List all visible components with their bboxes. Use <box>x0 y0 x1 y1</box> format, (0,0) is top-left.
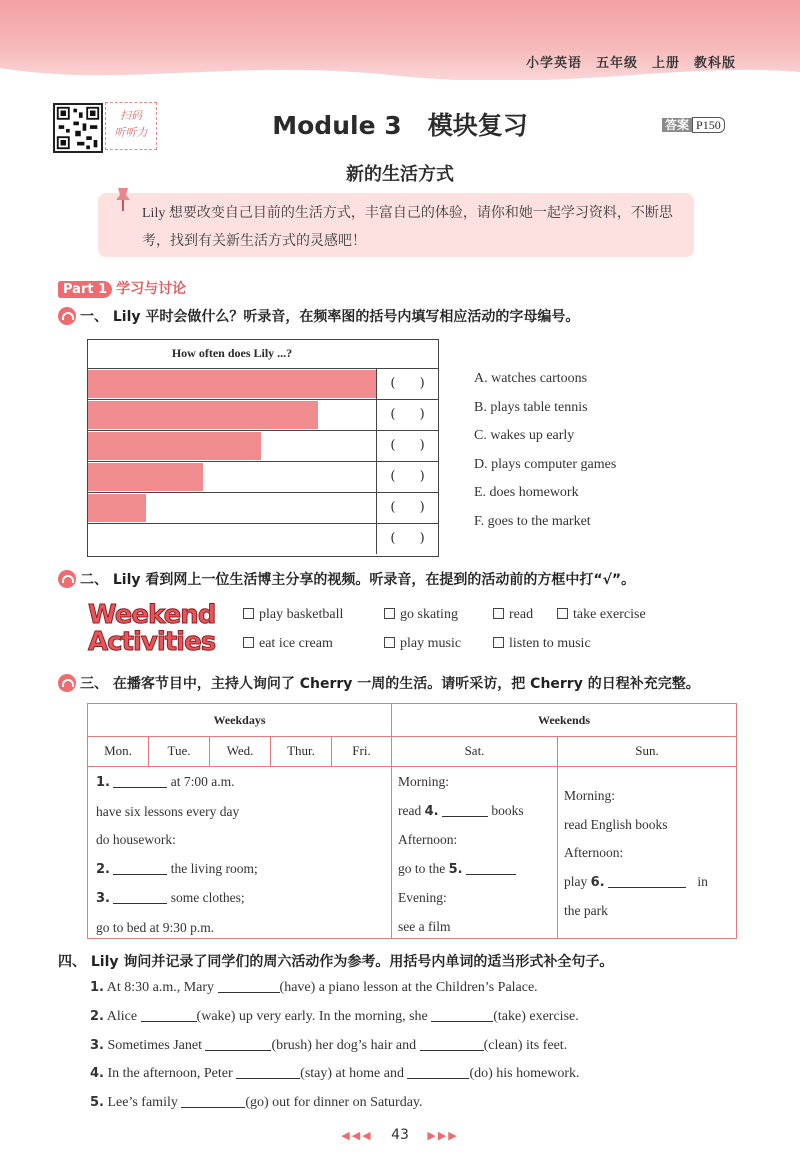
wd-text: at 7:00 a.m. <box>170 774 235 789</box>
answer-page: P150 <box>692 117 725 133</box>
chart-row <box>88 399 438 430</box>
chart-bar <box>88 401 318 429</box>
answer-paren-2[interactable]: ( ) <box>376 400 438 430</box>
book-edition: 教科版 <box>693 56 736 71</box>
page-footer <box>0 1127 800 1143</box>
wd-line-4 <box>96 855 386 885</box>
divider <box>557 736 558 938</box>
wd-text: the living room; <box>170 860 258 876</box>
checkbox[interactable] <box>493 637 504 648</box>
sat-text: go to the <box>398 860 446 876</box>
sat-film: see a film <box>398 918 451 934</box>
answer-blank[interactable] <box>205 1037 271 1051</box>
sentence-number: 1. <box>90 980 104 995</box>
chart-title: How often does Lily ...? <box>171 346 293 360</box>
sentence-text: (have) a piano lesson at the Children’s Palace. <box>279 980 538 995</box>
blank-number: 1. <box>96 775 110 790</box>
sun-text: in <box>697 873 708 889</box>
option-a: A. watches cartoons <box>474 371 588 386</box>
chart-row <box>88 523 438 554</box>
answer-paren-6[interactable]: ( ) <box>376 524 438 554</box>
checkbox-label: read <box>509 607 534 622</box>
answer-blank-6[interactable] <box>608 874 686 888</box>
checkbox-play-music[interactable] <box>384 636 461 652</box>
day-tue: Tue. <box>167 743 191 758</box>
sat-go-line <box>398 855 556 885</box>
option-b: B. plays table tennis <box>474 399 588 415</box>
checkbox[interactable] <box>243 637 254 648</box>
intro-box <box>98 193 694 257</box>
option-f: F. goes to the market <box>474 513 591 529</box>
headphones-icon[interactable] <box>58 674 76 692</box>
sentence-text: (brush) her dog’s hair and <box>271 1038 417 1053</box>
option-e: E. does homework <box>474 485 579 500</box>
checkbox-go-skating[interactable] <box>384 607 458 623</box>
checkbox-label: play basketball <box>259 607 344 622</box>
sentence-text: (stay) at home and <box>300 1066 404 1081</box>
blank-number: 3. <box>96 891 110 906</box>
q1-instruction <box>58 306 579 326</box>
checkbox-play-basketball[interactable] <box>243 607 343 623</box>
answer-paren-1[interactable]: ( ) <box>376 369 438 399</box>
sentence-2 <box>90 1008 579 1025</box>
answer-blank[interactable] <box>141 1008 197 1022</box>
answer-blank-5[interactable] <box>466 861 516 875</box>
wd-text: some clothes; <box>170 890 245 905</box>
intro-text: Lily 想要改变自己目前的生活方式，丰富自己的体验，请你和她一起学习资料，不断思考，找到有关新生活方式的灵感吧！ <box>142 206 673 249</box>
checkbox-label: eat ice cream <box>259 636 333 651</box>
weekends-header: Weekends <box>392 704 736 736</box>
answer-blank-4[interactable] <box>442 803 488 817</box>
checkbox[interactable] <box>557 608 568 619</box>
part1-heading <box>58 278 186 298</box>
q4-instruction <box>58 951 613 971</box>
chart-row <box>88 461 438 492</box>
divider <box>88 766 736 767</box>
checkbox-label: play music <box>400 636 462 651</box>
wd-line-2: have six lessons every day <box>96 803 240 819</box>
sat-text: read <box>398 802 422 818</box>
answer-blank[interactable] <box>431 1008 493 1022</box>
checkbox[interactable] <box>384 637 395 648</box>
sun-read: read English books <box>564 816 668 832</box>
q4-text: 四、 Lily 询问并记录了同学们的周六活动作为参考。用括号内单词的适当形式补全句子。 <box>58 954 614 970</box>
q1-options <box>474 365 616 536</box>
weekdays-header: Weekdays <box>88 704 391 736</box>
logo-line2: Activities <box>88 627 216 657</box>
answer-blank-2[interactable] <box>113 861 167 875</box>
answer-blank[interactable] <box>236 1065 300 1079</box>
answer-paren-3[interactable]: ( ) <box>376 431 438 461</box>
checkbox-read[interactable] <box>493 607 533 623</box>
part1-label: 学习与讨论 <box>116 281 187 297</box>
answer-paren-5[interactable]: ( ) <box>376 493 438 523</box>
day-thur: Thur. <box>287 743 315 758</box>
schedule-table <box>87 703 737 939</box>
q1-text: 一、 Lily 平时会做什么？听录音，在频率图的括号内填写相应活动的字母编号。 <box>80 309 580 325</box>
logo-line1: Weekend <box>88 600 216 630</box>
answer-blank[interactable] <box>218 979 280 993</box>
answer-blank-1[interactable] <box>113 774 167 788</box>
weekdays-body <box>96 768 386 942</box>
answer-blank[interactable] <box>407 1065 469 1079</box>
next-arrows-icon: ▶▶▶ <box>427 1129 459 1142</box>
sun-text: play <box>564 873 588 889</box>
day-wed: Wed. <box>226 743 254 758</box>
sunday-body <box>564 782 730 926</box>
sat-evening: Evening: <box>398 890 447 905</box>
sentence-text: (wake) up very early. In the morning, she <box>196 1009 428 1024</box>
weekend-activities-logo <box>88 602 215 656</box>
q2-text: 二、 Lily 看到网上一位生活博主分享的视频。听录音，在提到的活动前的方框中打“√”。 <box>80 572 636 588</box>
sentence-text: (go) out for dinner on Saturday. <box>245 1095 423 1110</box>
sun-afternoon: Afternoon: <box>564 845 624 860</box>
checkbox[interactable] <box>384 608 395 619</box>
book-grade: 五年级 <box>595 56 638 71</box>
saturday-body <box>398 768 556 941</box>
checkbox-eat-ice-cream[interactable] <box>243 636 333 652</box>
sentence-text: At 8:30 a.m., Mary <box>106 980 215 995</box>
sentence-text: (take) exercise. <box>493 1009 579 1024</box>
day-sun: Sun. <box>635 743 659 758</box>
chart-row <box>88 430 438 461</box>
q2-instruction <box>58 569 635 589</box>
chart-bar <box>88 463 203 491</box>
sentence-number: 5. <box>90 1095 104 1110</box>
answer-tag: 答案 <box>662 118 692 132</box>
day-fri: Fri. <box>352 743 371 758</box>
blank-number: 5. <box>448 861 463 877</box>
part1-tag: Part 1 <box>58 281 112 298</box>
pushpin-icon <box>112 186 134 212</box>
headphones-icon[interactable] <box>58 307 76 325</box>
checkbox-label: go skating <box>400 607 458 622</box>
checkbox-listen-to-music[interactable] <box>493 636 591 652</box>
sentence-number: 3. <box>90 1038 104 1053</box>
sun-park: the park <box>564 903 608 918</box>
checkbox[interactable] <box>493 608 504 619</box>
page-subtitle: 新的生活方式 <box>346 164 454 185</box>
sat-text: books <box>491 802 524 818</box>
answer-reference[interactable] <box>662 116 725 133</box>
sat-afternoon: Afternoon: <box>398 832 458 847</box>
page-number: 43 <box>391 1127 409 1143</box>
option-c: C. wakes up early <box>474 428 575 443</box>
checkbox[interactable] <box>243 608 254 619</box>
sentence-text: (do) his homework. <box>469 1066 580 1081</box>
sun-play-line <box>564 868 730 898</box>
checkbox-label: listen to music <box>509 636 591 651</box>
wd-line-5 <box>96 884 386 914</box>
sentence-3 <box>90 1037 567 1054</box>
blank-number: 4. <box>424 803 439 819</box>
q3-text: 三、 在播客节目中，主持人询问了 Cherry 一周的生活。请听采访，把 Cherry 的日程补充完整。 <box>80 676 700 692</box>
wd-line-6: go to bed at 9:30 p.m. <box>96 919 215 935</box>
checkbox-label: take exercise <box>573 607 646 622</box>
sat-read-line <box>398 797 556 827</box>
checkbox-take-exercise[interactable] <box>557 607 646 623</box>
chart-bar <box>88 432 261 460</box>
sentence-4 <box>90 1065 580 1082</box>
book-info <box>512 52 736 71</box>
answer-paren-4[interactable]: ( ) <box>376 462 438 492</box>
chart-row <box>88 368 438 399</box>
sun-morning: Morning: <box>564 788 616 803</box>
page-title: Module 3 模块复习 <box>272 111 528 140</box>
sentence-text: Alice <box>106 1009 138 1024</box>
scan-line1: 扫码 <box>120 109 142 122</box>
sentence-number: 2. <box>90 1009 104 1024</box>
sentence-text: Lee’s family <box>107 1095 178 1110</box>
day-mon: Mon. <box>104 743 132 758</box>
blank-number: 2. <box>96 861 110 877</box>
q3-instruction <box>58 673 700 693</box>
chart-bar <box>88 370 376 398</box>
frequency-chart <box>87 339 439 557</box>
book-volume: 上册 <box>651 56 680 71</box>
answer-blank-3[interactable] <box>113 890 167 904</box>
answer-blank[interactable] <box>420 1037 484 1051</box>
sentence-text: (clean) its feet. <box>483 1038 568 1053</box>
prev-arrows-icon: ◀◀◀ <box>341 1129 373 1142</box>
wd-line-3: do housework: <box>96 832 176 847</box>
sentence-5 <box>90 1094 423 1111</box>
blank-number: 6. <box>590 874 605 890</box>
sentence-text: Sometimes Janet <box>107 1038 202 1053</box>
sentence-number: 4. <box>90 1066 104 1081</box>
option-d: D. plays computer games <box>474 456 617 472</box>
chart-bar <box>88 494 146 522</box>
wd-line-1 <box>96 768 386 798</box>
sentence-text: In the afternoon, Peter <box>107 1066 233 1081</box>
scan-line2: 听听力 <box>114 126 148 139</box>
sentence-1 <box>90 979 538 996</box>
book-subject: 小学英语 <box>525 56 582 71</box>
sat-morning: Morning: <box>398 774 450 789</box>
answer-blank[interactable] <box>181 1094 245 1108</box>
day-sat: Sat. <box>464 743 485 758</box>
chart-row <box>88 492 438 523</box>
headphones-icon[interactable] <box>58 570 76 588</box>
